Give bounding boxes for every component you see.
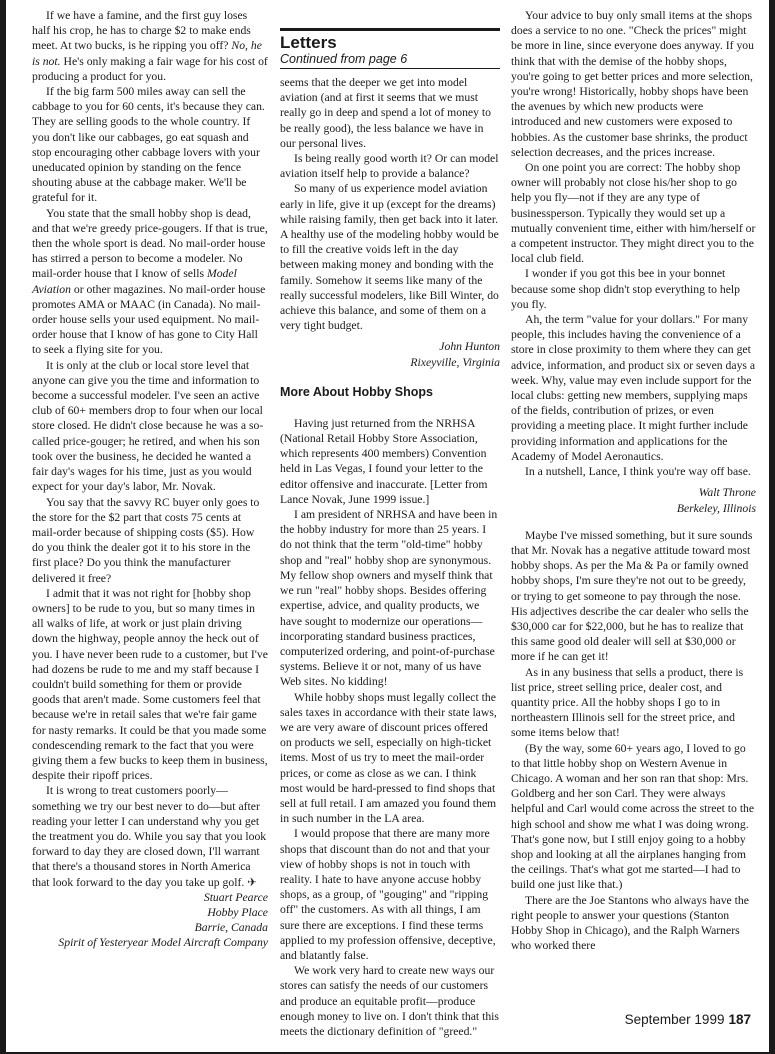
page-footer (625, 1012, 751, 1027)
signature-name: John Hunton (439, 340, 500, 354)
column-middle (280, 8, 500, 1039)
paragraph: Having just returned from the NRHSA (National Retail Hobby Store Association, which represents 400 members) Convention held in Las Vegas, I found your letter to the editor offensive and inaccurate. [Letter from Lance Novak, June 1999 issue.] (280, 416, 488, 506)
magazine-title: Model Aviation (32, 267, 237, 296)
paragraph: While hobby shops must legally collect the sales taxes in accordance with their state laws, we are very aware of discount prices offered on products we sell, especially on high-ticket items. Most of us try to meet the mail-order prices, or come as close as we can. I think most would be hard-pressed to find shops that sell at full retail. I am amazed you found them in such number in the LA area. (280, 690, 497, 826)
paragraph: Is being really good worth it? Or can model aviation itself help to provide a balance? (280, 152, 499, 181)
column-right (511, 8, 756, 953)
paragraph: You say that the savvy RC buyer only goes to the store for the $2 part that costs 75 cents at mail-order because of shipping costs ($5). How do you think the dealer got it to his store in the first place? Do you think the manufacturer delivered it free? (32, 495, 260, 585)
signature-location: Berkeley, Illinois (676, 501, 756, 515)
signature-business: Hobby Place (207, 905, 268, 919)
paragraph: I wonder if you got this bee in your bonnet because some shop didn't stop everything to help you fly. (511, 267, 740, 311)
paragraph: You state that the small hobby shop is dead, and that we're greedy price-gougers. If that is true, then the whole sport is dead. No mail-order house has stirred a person to become a modeler. No mail-order house that I know of sells Model Aviation or other magazines. No mail-order house promotes AMA or MAAC (in Canada). No mail-order house sells your used equipment. No mail-order house that I know of has gone to City Hall to seek a flying site for you. (32, 206, 268, 357)
continued-from: Continued from page 6 (280, 52, 500, 69)
letter-spacer (511, 516, 756, 528)
paragraph: (By the way, some 60+ years ago, I loved to go to that little hobby shop on Western Avenue in Chicago. A woman and her son ran that shop: Mrs. Goldberg and her son Carl. They were always helpful and Carl would come across the street to the high school and show me what I was doing wrong. That's gone now, but I still enjoy going to a hobby shop and looking at all the airplanes hanging from the ceilings. That's what got me started—I had to build one just like that.) (511, 741, 755, 892)
paragraph: Maybe I've missed something, but it sure sounds that Mr. Novak has a negative attitude toward most hobby shops. As per the Ma & Pa or family owned hobby shops, I'm sure they're not out to be greedy, or trying to get someone to pay through the nose. His adjectives describe the car dealer who sells the $30,000 car for $22,000, but he has to realize that this same good old dealer will sell at $30,000 or more if he can get it! (511, 528, 753, 664)
paragraph: On one point you are correct: The hobby shop owner will probably not close his/her shop to go help you fly—not if they are any type of businessperson. Typically they would set up a mutually convenient time, either with him/herself or a competent instructor. They might direct you to the local club field. (511, 161, 756, 266)
paragraph: seems that the deeper we get into model aviation (and at first it seems that we must really go in deep and spend a lot of money to be really good), the less balance we have in our personal lives. (280, 76, 491, 150)
column-left (32, 8, 268, 951)
paragraph: I am president of NRHSA and have been in the hobby industry for more than 25 years. I do not think that the term "old-time" hobby shop and "real" hobby shop are synonymous. My fellow shop owners and myself think that we run "real" hobby shops. Besides offering expertise, advice, and quality products, we have sought to modernize our operations—incorporating standard business practices, computerized ordering, and point-of-purchase systems. Believe it or not, many of us have Web sites. No kidding! (280, 508, 498, 689)
paragraph: As in any business that sells a product, there is list price, street selling price, dealer cost, and quantity price. All the hobby shops I go to in northeastern Illinois sell for the street price, and some items below that! (511, 665, 744, 740)
signature-location: Barrie, Canada (194, 921, 268, 935)
paragraph: If we have a famine, and the first guy loses half his crop, he has to charge $2 to make ends meet. At two bucks, is he ripping you off? No, he is not. He's only making a fair wage for his cost of producing a product for you. (32, 9, 268, 83)
signature-company: Spirit of Yesteryear Model Aircraft Company (58, 936, 268, 950)
signature-name: Stuart Pearce (203, 890, 268, 904)
paragraph: We work very hard to create new ways our stores can satisfy the needs of our customers and produce an equitable profit—produce enough money to live on. I don't think that this meets the dictionary definition of "greed." (280, 964, 499, 1038)
paragraph: If the big farm 500 miles away can sell the cabbage to you for 60 cents, it's because they can. They are selling goods to the whole country. If you don't like our cabbages, go eat squash and stop encouraging other cabbage lovers with your uneducated opinion by standing on the fence shouting abuse at the cabbage maker. We'll be grateful for it. (32, 85, 265, 205)
signature-name: Walt Throne (698, 486, 756, 500)
letter-heading: More About Hobby Shops (280, 384, 433, 399)
issue-date: September 1999 (624, 1012, 725, 1027)
paragraph: There are the Joe Stantons who always have the right people to answer your questions (Stanton Hobby Shop in Chicago), and the Ralph Warners who worked there (511, 893, 749, 953)
paragraph: In a nutshell, Lance, I think you're way off base. (525, 465, 751, 479)
section-title: Letters (280, 28, 500, 52)
paragraph: So many of us experience model aviation early in life, give it up (except for the dreams) while raising family, then get back into it later. A healthy use of the modeling hobby would be to fill the creative voids left in the day between making money and bonding with the family. Somehow it seems like many of the really successful modelers, like Bill Winter, do achieve this balance, and some of them on a very tight budget. (280, 182, 499, 333)
paragraph: Ah, the term "value for your dollars." For many people, this includes having the convenience of a store in close proximity to them where they can get advice, information, and product six or seven days a week. Why, value may even include support for the local clubs: getting new members, supplying maps of the fields, contribution of prizes, or even providing a meeting place. It might further include providing information and applications for the Academy of Model Aeronautics. (511, 313, 756, 463)
paragraph: Your advice to buy only small items at the shops does a service to no one. "Check the prices" might be more in line, since everyone does anyway. If you think that with the demise of the hobby shops, you're going to get better prices and more selection, you're wrong! Historically, hobby shops have been the avenues by which new products were introduced and new customers were exposed to hobbies. As the customer base shrinks, the product selection decreases, and the prices increase. (511, 9, 754, 159)
paragraph: I admit that it was not right for [hobby shop owners] to be rude to you, but so many times in all walks of life, at work or just plain driving down the highway, people annoy the heck out of you. I have never been rude to a customer, but I've had dozens be rude to me and my staff because I couldn't build something for them or provide goods that aren't made. Some customers feel that because we're in retail sales that we're fair game for nasty remarks. It could be that you made some condescending remark to the fact that you were giving them a few bucks to keep them in business, despite their ripoff prices. (32, 586, 268, 783)
paragraph: It is only at the club or local store level that anyone can give you the time and information to become a successful modeler. I've seen an active club of 60+ members drop to four when our local store closed. He didn't close because he was a so-called price-gouger; he retired, and when his son took over the business, he decided he wanted a fair day's wages for his time, just as you would expect for your day's labor, Mr. Novak. (32, 358, 264, 494)
magazine-page (6, 0, 769, 1052)
paragraph: It is wrong to treat customers poorly—something we try our best never to do—but after reading your letter I can understand why you get the treatment you do. While you say that you look forward to day they are closed down, I'll warrant that there's a thousand stores in North America that look forward to the day you take up golf. ✈ (32, 784, 267, 889)
paragraph: I would propose that there are many more shops that discount than do not and that your view of hobby shops is not in touch with reality. I hate to have anyone accuse hobby shops, as a group, of "gouging" and "ripping off" the customers. As with all things, I am sure there are exceptions. I find these terms applied to my profession offensive, deceptive, and blatantly false. (280, 827, 496, 962)
emphasis: No, he is not. (32, 39, 262, 68)
signature-location: Rixeyville, Virginia (410, 355, 500, 369)
page-number: 187 (728, 1012, 751, 1027)
